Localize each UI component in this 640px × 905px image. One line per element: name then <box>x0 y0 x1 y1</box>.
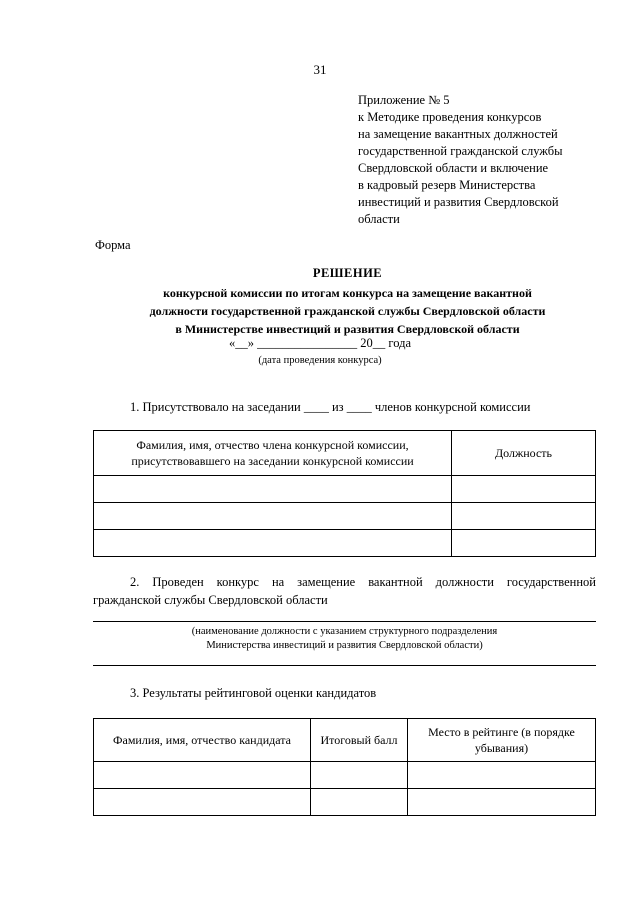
table-cell[interactable] <box>311 762 408 789</box>
page-number: 31 <box>313 62 327 77</box>
member-position-header: Должность <box>452 431 596 476</box>
appendix-line: государственной гражданской службы <box>358 144 563 158</box>
appendix-line: Свердловской области и включение <box>358 161 549 175</box>
table-cell[interactable] <box>94 503 452 530</box>
appendix-line: Приложение № 5 <box>358 93 450 107</box>
appendix-note <box>358 92 563 228</box>
table-cell[interactable] <box>408 789 596 816</box>
total-score-header: Итоговый балл <box>311 719 408 762</box>
caption-line: (наименование должности с указанием структурного подразделения <box>191 626 498 637</box>
table-row <box>94 503 596 530</box>
item3-rating-results: 3. Результаты рейтинговой оценки кандидатов <box>130 686 377 700</box>
appendix-line: области <box>358 212 400 226</box>
table-header-row <box>94 719 596 762</box>
table-cell[interactable] <box>452 476 596 503</box>
table-row <box>94 476 596 503</box>
table-cell[interactable] <box>311 789 408 816</box>
table-cell[interactable] <box>452 503 596 530</box>
table-header-row <box>94 431 596 476</box>
caption-line: Министерства инвестиций и развития Свердловской области) <box>206 640 483 651</box>
fill-line <box>93 665 596 666</box>
table-cell[interactable] <box>94 476 452 503</box>
fill-line <box>93 621 596 622</box>
appendix-line: инвестиций и развития Свердловской <box>358 195 559 209</box>
table-row <box>94 530 596 557</box>
subtitle-line: должности государственной гражданской службы Свердловской области <box>149 304 546 318</box>
candidate-rating-table <box>93 718 596 816</box>
table-cell[interactable] <box>94 789 311 816</box>
subtitle-line: конкурсной комиссии по итогам конкурса на замещение вакантной <box>163 286 532 300</box>
table-cell[interactable] <box>452 530 596 557</box>
form-label: Форма <box>95 238 131 252</box>
document-subtitle <box>95 284 600 338</box>
date-line: «__» ________________ 20__ года <box>229 336 411 350</box>
candidate-name-header: Фамилия, имя, отчество кандидата <box>94 719 311 762</box>
rating-place-header: Место в рейтинге (в порядке убывания) <box>408 719 596 762</box>
item2-contest-held: 2. Проведен конкурс на замещение вакантной должности государственной гражданской службы Свердловской области <box>93 575 596 607</box>
item1-attendance: 1. Присутствовало на заседании ____ из ____ членов конкурсной комиссии <box>130 400 531 414</box>
appendix-line: на замещение вакантных должностей <box>358 127 558 141</box>
member-name-header: Фамилия, имя, отчество члена конкурсной комиссии, присутствовавшего на заседании конкурсной комиссии <box>94 431 452 476</box>
table-row <box>94 789 596 816</box>
table-cell[interactable] <box>94 762 311 789</box>
appendix-line: к Методике проведения конкурсов <box>358 110 542 124</box>
table-cell[interactable] <box>94 530 452 557</box>
subtitle-line: в Министерстве инвестиций и развития Свердловской области <box>175 322 520 336</box>
position-caption <box>93 625 596 653</box>
date-caption: (дата проведения конкурса) <box>258 355 382 366</box>
appendix-line: в кадровый резерв Министерства <box>358 178 536 192</box>
table-row <box>94 762 596 789</box>
table-cell[interactable] <box>408 762 596 789</box>
commission-members-table <box>93 430 596 557</box>
document-title: РЕШЕНИЕ <box>312 266 383 280</box>
